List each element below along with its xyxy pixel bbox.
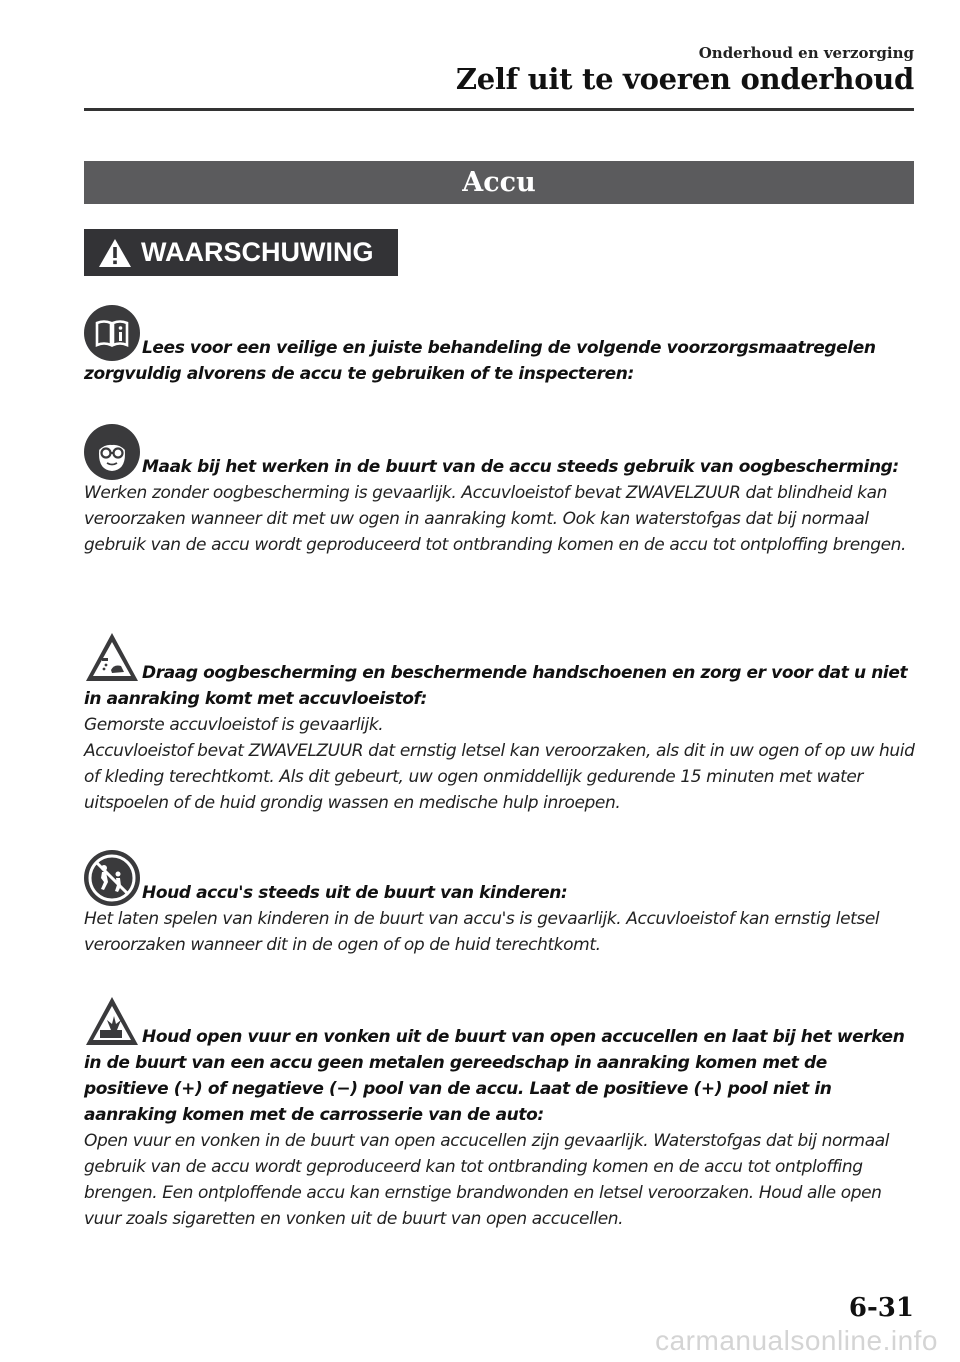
safety-item-corrosive [84,630,916,816]
warning-triangle-icon [97,237,133,269]
item-title [84,424,916,480]
item-title [84,850,916,906]
explosion-icon [84,994,140,1050]
eye-protection-icon [84,424,140,480]
corrosive-icon [84,630,140,686]
keep-children-away-icon [84,850,140,906]
chapter-heading: Onderhoud en verzorging [698,44,914,62]
safety-item-explosion [84,994,916,1232]
watermark: carmanualsonline.info [655,1325,938,1356]
item-title [84,305,916,387]
item-body: Het laten spelen van kinderen in de buurt van accu's is gevaarlijk. Accuvloeistof kan ernstig letsel veroorzaken wanneer dit in de ogen of op de huid terechtkomt. [84,909,880,955]
item-title [84,994,916,1128]
manual-icon [84,305,140,361]
section-title: Accu [462,167,536,198]
header-divider [84,108,914,111]
safety-item-children [84,850,916,958]
item-title-text: Houd open vuur en vonken uit de buurt van open accucellen en laat bij het werken in de buurt van een accu geen metalen gereedschap in aanraking komen met de positieve (+) of negatieve (−) pool van de accu. Laat de positieve (+) pool niet in aanraking komen met de carrosserie van de auto: [84,1027,905,1125]
item-title-text: Houd accu's steeds uit de buurt van kinderen: [142,883,568,903]
item-body: Gemorste accuvloeistof is gevaarlijk. [84,715,384,735]
item-body: Werken zonder oogbescherming is gevaarlijk. Accuvloeistof bevat ZWAVELZUUR dat blindheid kan veroorzaken wanneer dit met uw ogen in aanraking komt. Ook kan waterstofgas dat bij normaal gebruik van de accu wordt geproduceerd tot ontbranding komen en de accu tot ontploffing brengen. [84,483,907,555]
safety-item-manual [84,305,916,387]
item-title-text: Maak bij het werken in de buurt van de accu steeds gebruik van oogbescherming: [142,457,899,477]
item-body: Open vuur en vonken in de buurt van open accucellen zijn gevaarlijk. Waterstofgas dat bij normaal gebruik van de accu wordt geproduceerd kan tot ontbranding komen en de accu tot ontploffing brengen. Een ontploffende accu kan ernstige brandwonden en letsel veroorzaken. Houd alle open vuur zoals sigaretten en vonken uit de buurt van open accucellen. [84,1131,890,1229]
page-number: 6-31 [848,1293,914,1323]
item-title-text: Lees voor een veilige en juiste behandeling de volgende voorzorgsmaatregelen zorgvuldig alvorens de accu te gebruiken of te inspecteren: [84,338,876,384]
page-title: Zelf uit te voeren onderhoud [455,62,914,96]
item-title [84,630,916,712]
item-title-text: Draag oogbescherming en beschermende handschoenen en zorg er voor dat u niet in aanraking komt met accuvloeistof: [84,663,908,709]
safety-item-eye-protection [84,424,916,558]
section-title-bar [84,161,914,204]
item-body: Accuvloeistof bevat ZWAVELZUUR dat ernstig letsel kan veroorzaken, als dit in uw ogen of op uw huid of kleding terechtkomt. Als dit gebeurt, uw ogen onmiddellijk gedurende 15 minuten met water uitspoelen of de huid grondig wassen en medische hulp inroepen. [84,741,915,813]
warning-label: WAARSCHUWING [141,237,374,267]
warning-banner [84,229,398,276]
